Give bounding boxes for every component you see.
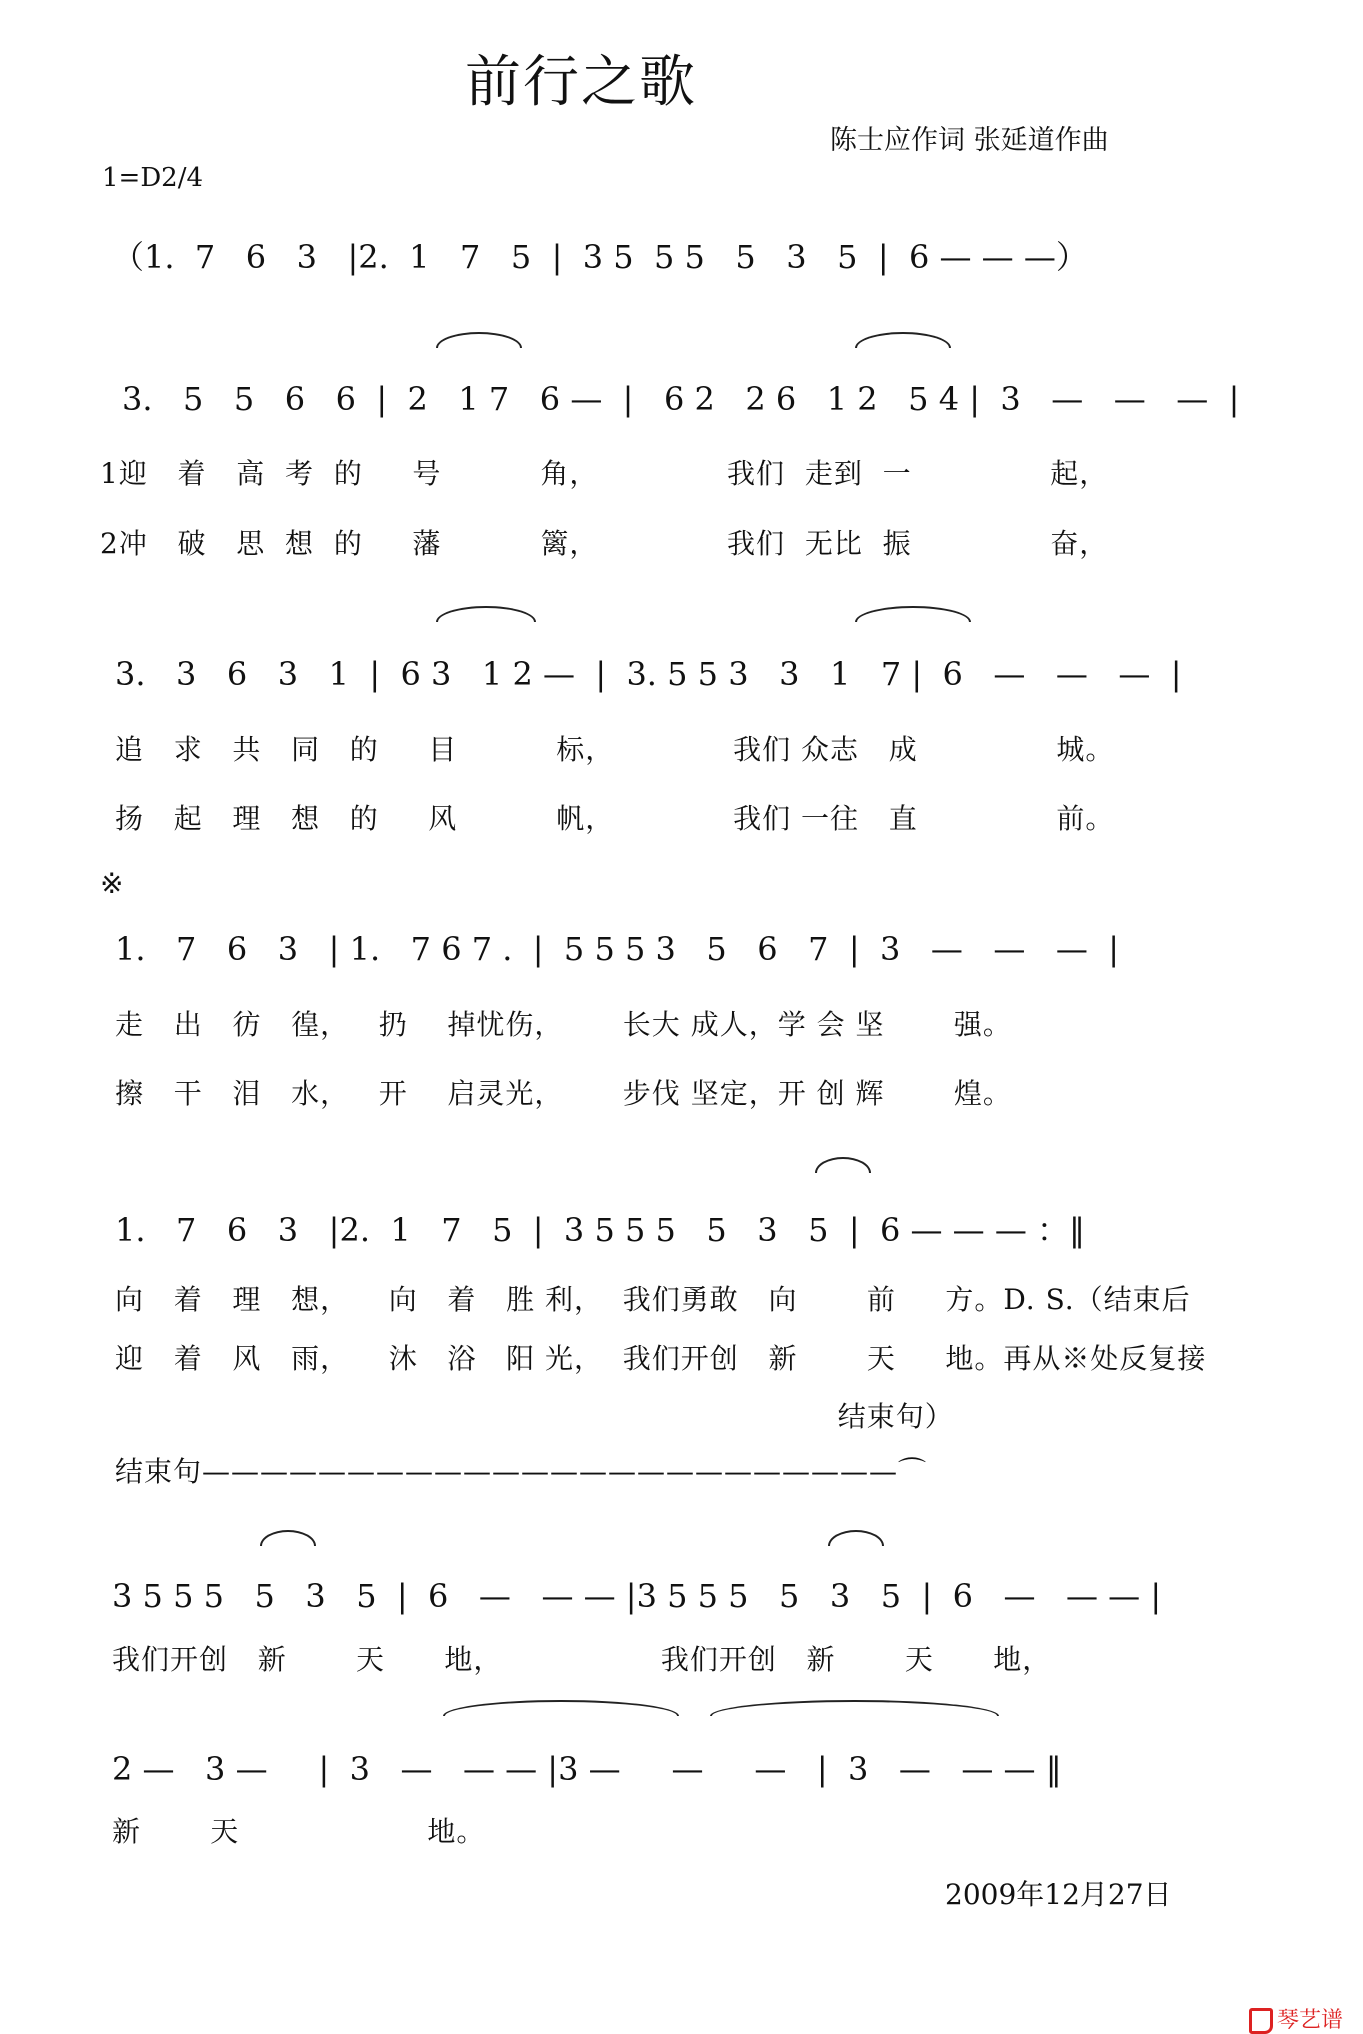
lyric-verse-1: 1迎 着 高 考 的 号 角， 我们 走到 一 起，: [100, 457, 1109, 490]
lyric-verse-1: 向 着 理 想， 向 着 胜 利， 我们勇敢 向 前 方。D. S.（结束后: [115, 1283, 1191, 1316]
notation-line-2: 3. 3 6 3 1 | 6 3 1 2 — | 3. 5 5 3 3 1 7 | 6 — — — |: [115, 655, 1182, 693]
notation-line-3: 1. 7 6 3 | 1. 7 6 7 . | 5 5 5 3 5 6 7 | 3 — — — |: [115, 930, 1119, 968]
notation-line-intro: （1. 7 6 3 |2. 1 7 5 | 3 5 5 5 5 3 5 | 6 — — —）: [112, 238, 1088, 276]
tie-mark: [443, 1700, 679, 1716]
lyric-verse-2: 迎 着 风 雨， 沐 浴 阳 光， 我们开创 新 天 地。再从※处反复接: [115, 1342, 1207, 1375]
key-signature: 1=D2/4: [102, 163, 204, 193]
notation-line-1: 3. 5 5 6 6 | 2 1 7 6 — | 6 2 2 6 1 2 5 4 | 3 — — — |: [122, 380, 1240, 418]
slur-mark: [855, 606, 971, 622]
slur-mark: [436, 332, 522, 348]
logo-icon: [1249, 2008, 1273, 2034]
slur-mark: [815, 1157, 871, 1173]
lyric-verse-1: 走 出 彷 徨， 扔 掉忧伤， 长大 成人，学 会 坚 强。: [115, 1008, 1012, 1041]
notation-line-5: 3 5 5 5 5 3 5 | 6 — — — |3 5 5 5 5 3 5 | 6 — — — |: [112, 1577, 1162, 1615]
song-title: 前行之歌: [465, 50, 697, 115]
segno-mark: ※: [100, 867, 125, 900]
tie-mark: [710, 1700, 999, 1716]
date: 2009年12月27日: [945, 1878, 1172, 1911]
slur-mark: [828, 1530, 884, 1546]
slur-mark: [436, 606, 536, 622]
notation-line-6: 2 — 3 — | 3 — — — |3 — — — | 3 — — — ‖: [112, 1750, 1062, 1788]
slur-mark: [260, 1530, 316, 1546]
ending-label: 结束句————————————————————————⌒: [115, 1455, 928, 1488]
lyric-verse-2: 扬 起 理 想 的 风 帆， 我们 一往 直 前。: [115, 802, 1115, 835]
lyric-verse-2: 2冲 破 思 想 的 藩 篱， 我们 无比 振 奋，: [100, 527, 1109, 560]
slur-mark: [855, 332, 951, 348]
notation-line-4: 1. 7 6 3 |2. 1 7 5 | 3 5 5 5 5 3 5 | 6 — — — ：‖: [115, 1211, 1086, 1249]
lyric-ending: 我们开创 新 天 地， 我们开创 新 天 地，: [112, 1643, 1052, 1676]
lyric-verse-3: 结束句）: [115, 1400, 954, 1433]
lyric-final: 新 天 地。: [112, 1815, 486, 1848]
lyric-verse-1: 追 求 共 同 的 目 标， 我们 众志 成 城。: [115, 733, 1115, 766]
credits: 陈士应作词 张延道作曲: [830, 125, 1109, 156]
lyric-verse-2: 擦 干 泪 水， 开 启灵光， 步伐 坚定，开 创 辉 煌。: [115, 1077, 1012, 1110]
watermark-text: 琴艺谱: [1277, 2008, 1344, 2033]
